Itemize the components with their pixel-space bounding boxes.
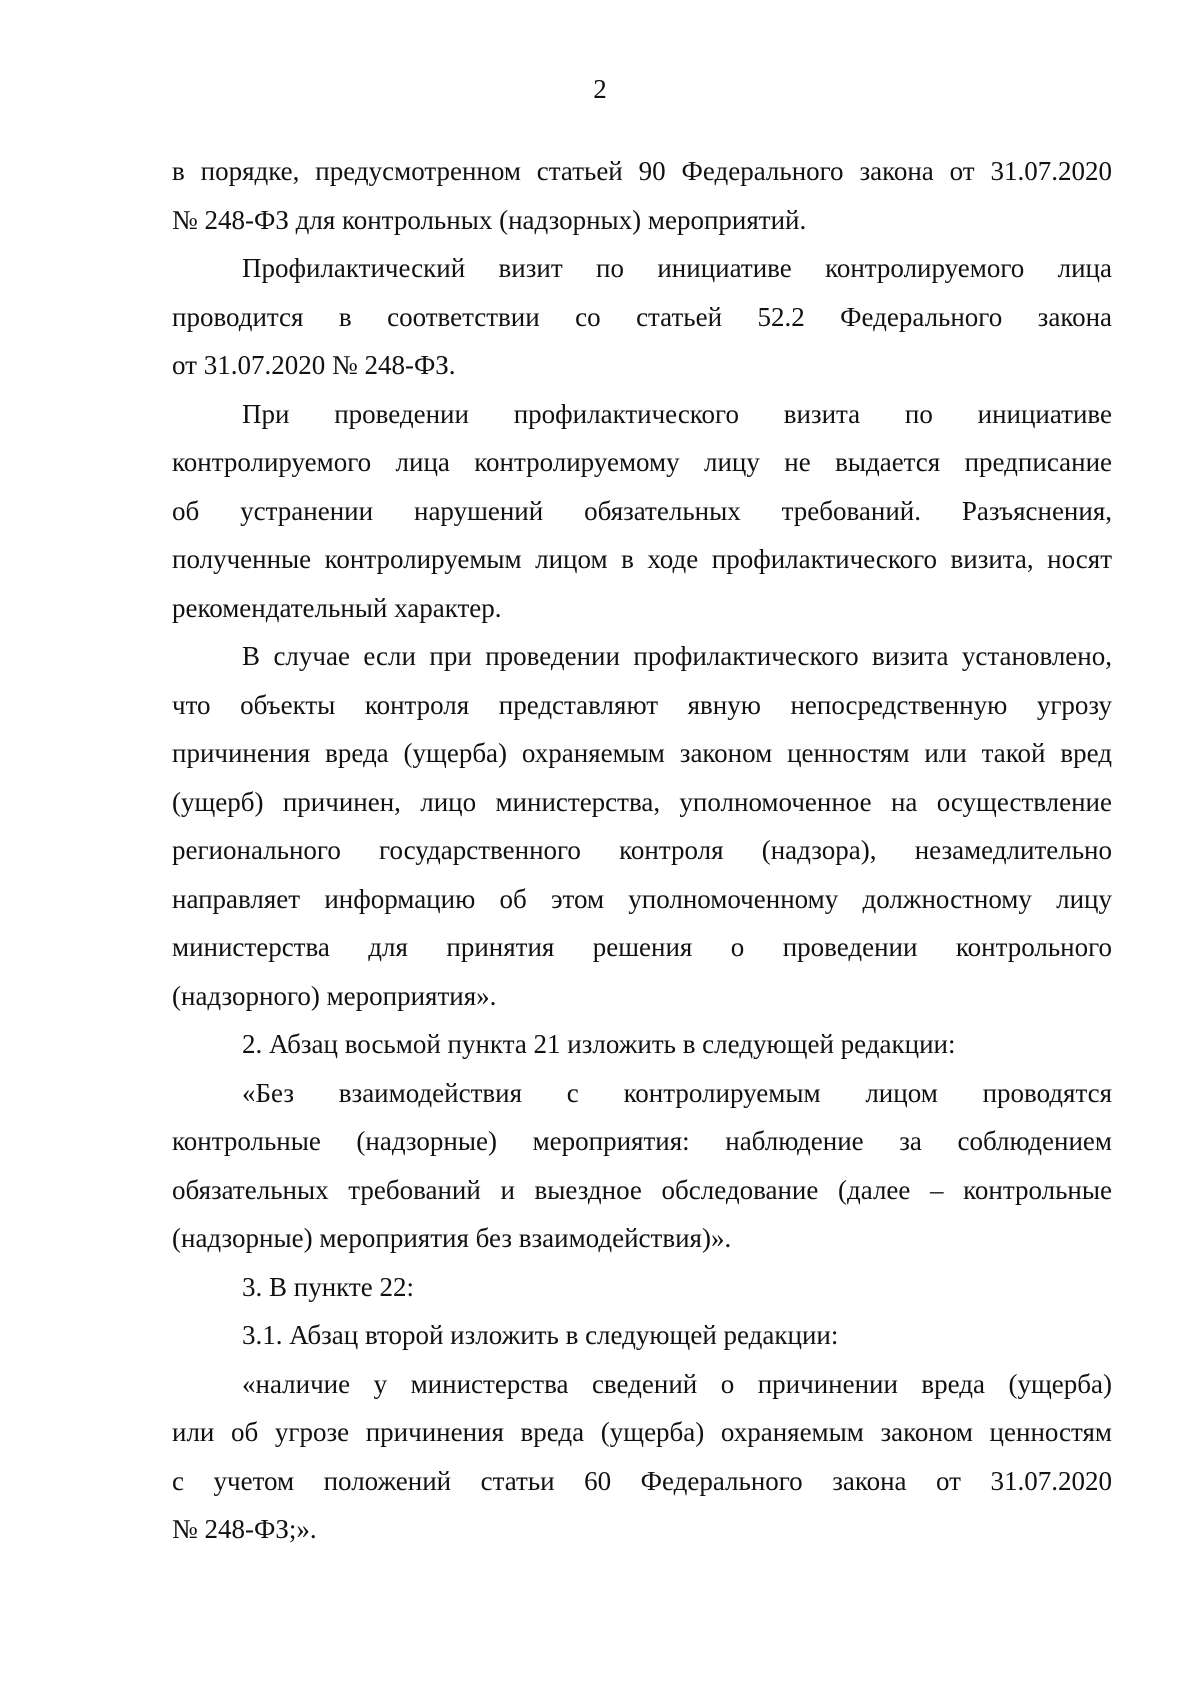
text-line: В случае если при проведении профилактического визита установлено, xyxy=(242,641,1112,671)
text-line: контрольные (надзорные) мероприятия: наблюдение за соблюдением xyxy=(172,1126,1112,1156)
text-line: «Без взаимодействия с контролируемым лицом проводятся xyxy=(242,1077,1112,1108)
paragraph xyxy=(172,632,1112,1020)
text-line: проводится в соответствии со статьей 52.2 Федерального закона xyxy=(172,301,1112,332)
text-line: об устранении нарушений обязательных требований. Разъяснения, xyxy=(172,495,1112,526)
text-line: При проведении профилактического визита по инициативе xyxy=(242,398,1112,429)
text-line: Профилактический визит по инициативе контролируемого лица xyxy=(242,253,1112,283)
text-line: в порядке, предусмотренном статьей 90 Федерального закона от 31.07.2020 xyxy=(172,156,1112,186)
paragraph xyxy=(172,147,1112,244)
text-line: 3.1. Абзац второй изложить в следующей редакции: xyxy=(242,1320,839,1350)
text-line: с учетом положений статьи 60 Федерального закона от 31.07.2020 xyxy=(172,1465,1112,1496)
text-line: (надзорные) мероприятия без взаимодействия)». xyxy=(172,1223,732,1253)
paragraph xyxy=(172,1311,1112,1360)
document-body xyxy=(172,147,1112,1554)
text-line: от 31.07.2020 № 248-ФЗ. xyxy=(172,350,456,380)
text-line: № 248-ФЗ для контрольных (надзорных) мероприятий. xyxy=(172,204,807,235)
paragraph xyxy=(172,244,1112,390)
text-line: регионального государственного контроля (надзора), незамедлительно xyxy=(172,835,1112,865)
text-line: министерства для принятия решения о проведении контрольного xyxy=(172,932,1112,962)
text-line: № 248-ФЗ;». xyxy=(172,1514,317,1544)
text-line: (надзорного) мероприятия». xyxy=(172,980,497,1011)
text-line: «наличие у министерства сведений о причинении вреда (ущерба) xyxy=(242,1368,1112,1399)
text-line: рекомендательный характер. xyxy=(172,592,502,623)
page-number: 2 xyxy=(593,74,607,104)
paragraph xyxy=(172,390,1112,633)
paragraph xyxy=(172,1263,1112,1312)
text-line: причинения вреда (ущерба) охраняемым законом ценностям или такой вред xyxy=(172,738,1112,768)
text-line: что объекты контроля представляют явную непосредственную угрозу xyxy=(172,689,1112,720)
text-line: 2. Абзац восьмой пункта 21 изложить в следующей редакции: xyxy=(242,1029,956,1059)
text-line: или об угрозе причинения вреда (ущерба) охраняемым законом ценностям xyxy=(172,1417,1112,1447)
text-line: полученные контролируемым лицом в ходе профилактического визита, носят xyxy=(172,544,1112,574)
text-line: контролируемого лица контролируемому лицу не выдается предписание xyxy=(172,447,1112,477)
text-line: направляет информацию об этом уполномоченному должностному лицу xyxy=(172,883,1112,914)
paragraph xyxy=(172,1069,1112,1263)
paragraph xyxy=(172,1360,1112,1554)
paragraph xyxy=(172,1020,1112,1069)
text-line: (ущерб) причинен, лицо министерства, уполномоченное на осуществление xyxy=(172,786,1112,817)
text-line: 3. В пункте 22: xyxy=(242,1271,414,1302)
text-line: обязательных требований и выездное обследование (далее – контрольные xyxy=(172,1174,1112,1205)
